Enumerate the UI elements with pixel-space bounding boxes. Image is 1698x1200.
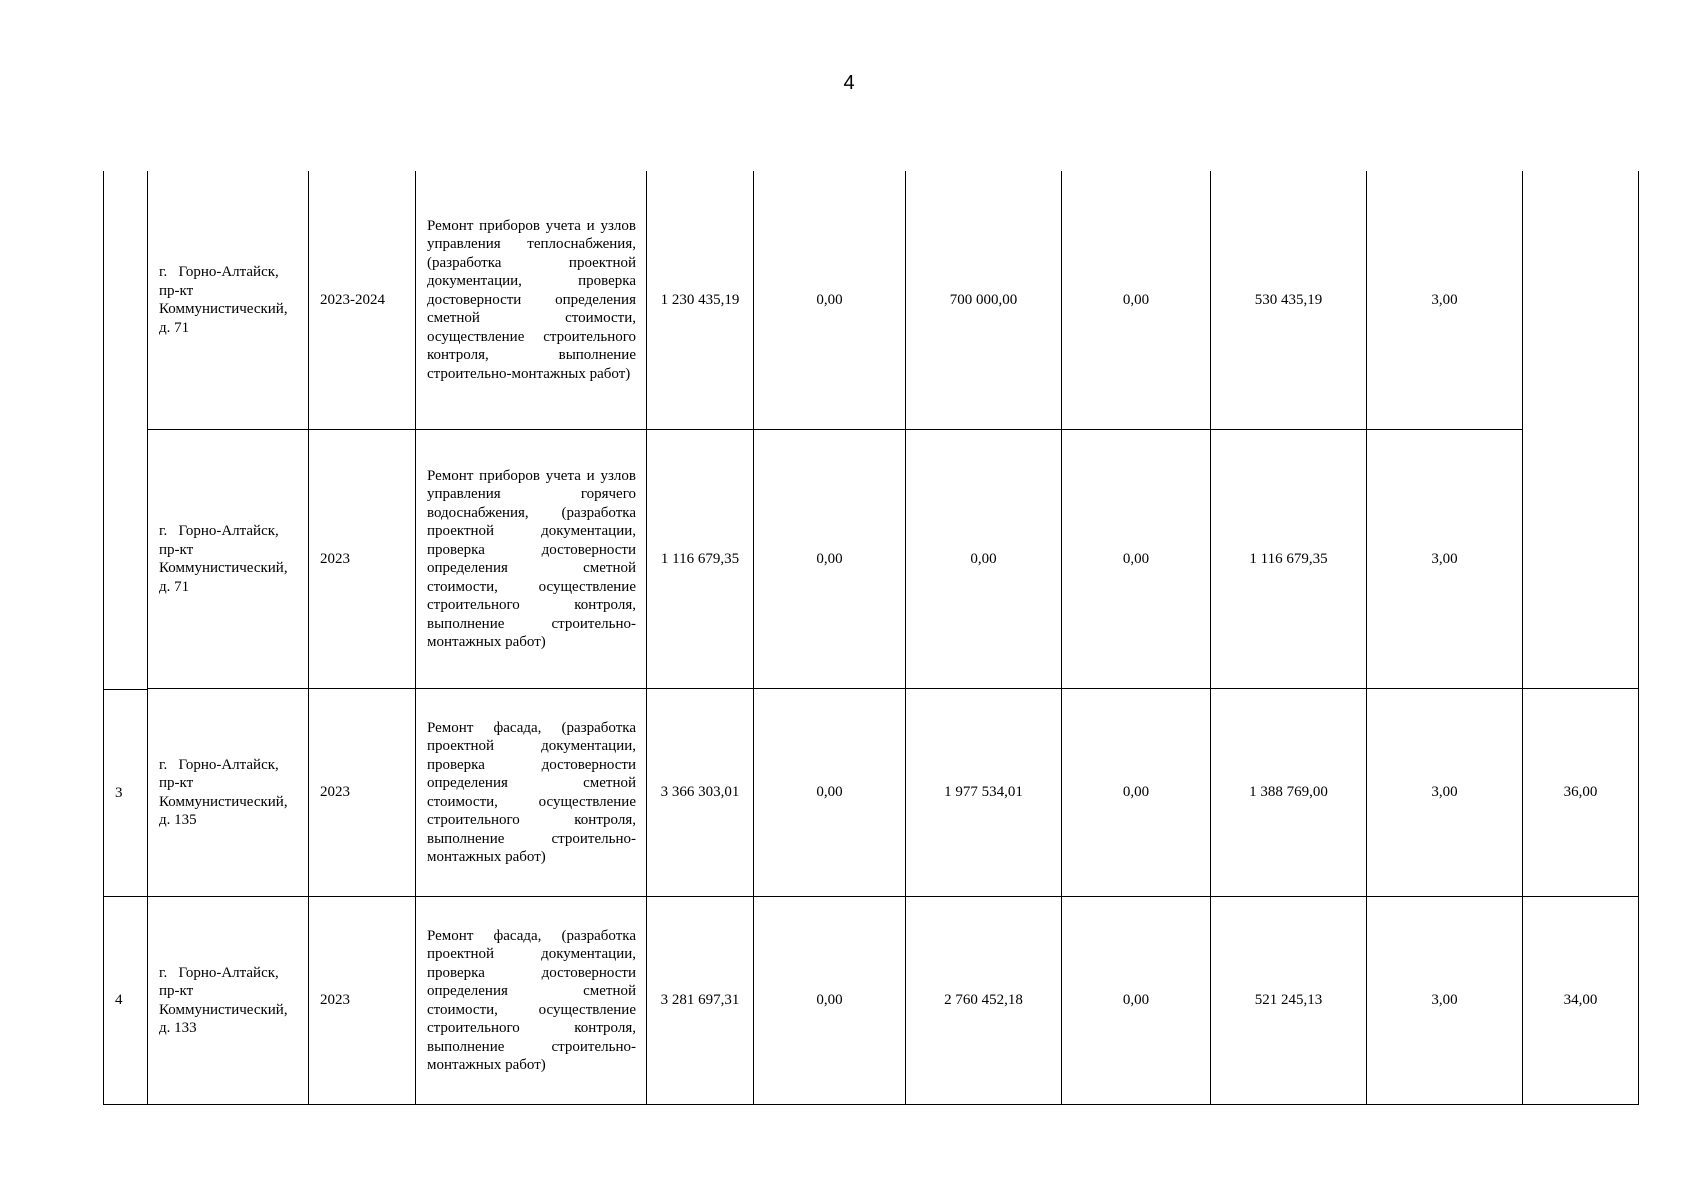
value-cell-6 (1523, 171, 1639, 689)
row-number-cell: 4 (103, 897, 148, 1105)
period-cell: 2023-2024 (309, 171, 416, 430)
address-cell (148, 171, 309, 430)
value-cell-3: 0,00 (1062, 689, 1211, 897)
address-cell (148, 430, 309, 689)
total-cost-cell: 1 116 679,35 (647, 430, 754, 689)
address-text: г. Горно-Алтайск, пр-кт Коммунистический, д. 71 (159, 523, 288, 595)
repair-program-table (103, 171, 1639, 1101)
period-cell: 2023 (309, 689, 416, 897)
value-cell-3: 0,00 (1062, 430, 1211, 689)
value-cell-1: 0,00 (754, 689, 906, 897)
row-number-cell: 3 (103, 689, 148, 897)
address-text: г. Горно-Алтайск, пр-кт Коммунистический, д. 135 (159, 756, 288, 828)
value-cell-6: 36,00 (1523, 689, 1639, 897)
description-text: Ремонт приборов учета и узлов управления теплоснабжения, (разработка проектной документации, проверка достоверности определения сметной стоимости, осуществление строительного контроля, выполнение строительно-монтажных работ) (427, 217, 636, 382)
value-cell-2: 1 977 534,01 (906, 689, 1062, 897)
address-cell (148, 897, 309, 1105)
value-cell-4: 521 245,13 (1211, 897, 1367, 1105)
period-cell: 2023 (309, 430, 416, 689)
address-text: г. Горно-Алтайск, пр-кт Коммунистический, д. 71 (159, 264, 288, 336)
value-cell-4: 1 116 679,35 (1211, 430, 1367, 689)
page-number: 4 (843, 72, 855, 94)
value-cell-4: 530 435,19 (1211, 171, 1367, 430)
value-cell-5: 3,00 (1367, 171, 1523, 430)
description-text: Ремонт фасада, (разработка проектной документации, проверка достоверности определения сметной стоимости, осуществление строительного контроля, выполнение строительно-монтажных работ) (427, 719, 636, 865)
value-cell-3: 0,00 (1062, 171, 1211, 430)
value-cell-6: 34,00 (1523, 897, 1639, 1105)
period-cell: 2023 (309, 897, 416, 1105)
description-cell (416, 171, 647, 430)
total-cost-cell: 1 230 435,19 (647, 171, 754, 430)
description-cell (416, 897, 647, 1105)
value-cell-1: 0,00 (754, 897, 906, 1105)
description-cell (416, 430, 647, 689)
value-cell-5: 3,00 (1367, 689, 1523, 897)
description-text: Ремонт фасада, (разработка проектной документации, проверка достоверности определения сметной стоимости, осуществление строительного контроля, выполнение строительно-монтажных работ) (427, 927, 636, 1073)
value-cell-1: 0,00 (754, 430, 906, 689)
value-cell-2: 700 000,00 (906, 171, 1062, 430)
row-number-cell (103, 171, 148, 689)
value-cell-5: 3,00 (1367, 897, 1523, 1105)
description-text: Ремонт приборов учета и узлов управления горячего водоснабжения, (разработка проектной документации, проверка достоверности определения сметной стоимости, осуществление строительного контроля, выполнение строительно-монтажных работ) (427, 467, 636, 650)
value-cell-1: 0,00 (754, 171, 906, 430)
address-text: г. Горно-Алтайск, пр-кт Коммунистический, д. 133 (159, 964, 288, 1036)
value-cell-5: 3,00 (1367, 430, 1523, 689)
total-cost-cell: 3 281 697,31 (647, 897, 754, 1105)
value-cell-4: 1 388 769,00 (1211, 689, 1367, 897)
value-cell-2: 0,00 (906, 430, 1062, 689)
value-cell-3: 0,00 (1062, 897, 1211, 1105)
value-cell-2: 2 760 452,18 (906, 897, 1062, 1105)
description-cell (416, 689, 647, 897)
address-cell (148, 689, 309, 897)
total-cost-cell: 3 366 303,01 (647, 689, 754, 897)
